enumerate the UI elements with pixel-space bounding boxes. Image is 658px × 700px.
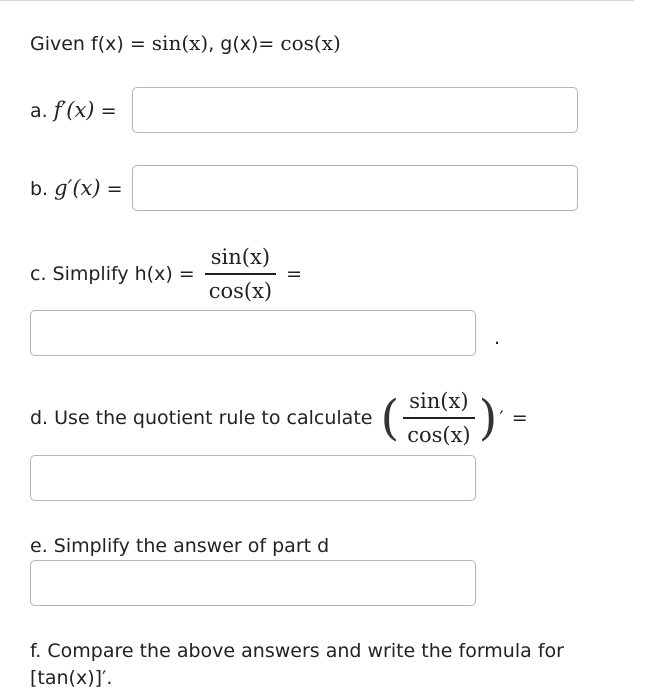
part-b-label-row	[30, 176, 123, 201]
part-c-answer-input[interactable]	[30, 310, 476, 356]
part-d-answer-input[interactable]	[30, 455, 476, 501]
intro-line	[30, 31, 341, 56]
part-f-line-1: f. Compare the above answers and write the formula for	[30, 640, 564, 662]
part-c-equals: =	[286, 263, 303, 285]
part-d-label-row	[30, 382, 528, 454]
part-c-label: c. Simplify h(x) =	[30, 263, 195, 285]
intro-g-expression: cos(x)	[280, 31, 341, 55]
part-b-answer-input[interactable]	[132, 165, 578, 211]
part-d-open-paren: (	[380, 390, 400, 446]
part-a-label-row	[30, 98, 116, 123]
part-d-equals: =	[511, 407, 528, 429]
part-d-label: d. Use the quotient rule to calculate	[30, 407, 373, 429]
part-e-label: e. Simplify the answer of part d	[30, 535, 330, 557]
part-b-expression: g′(x)	[54, 176, 101, 200]
part-a-equals: =	[100, 100, 117, 122]
intro-mid: , g(x)=	[208, 33, 281, 55]
part-c-fraction	[205, 244, 276, 304]
part-a-answer-input[interactable]	[132, 87, 578, 133]
part-d-denominator: cos(x)	[407, 422, 471, 447]
part-c-label-row	[30, 241, 302, 307]
part-c-numerator: sin(x)	[210, 245, 271, 270]
part-d-numerator: sin(x)	[409, 389, 469, 414]
part-d-fraction	[403, 388, 474, 448]
part-e-answer-input[interactable]	[30, 560, 476, 606]
intro-f-expression: sin(x)	[151, 31, 209, 55]
part-a-label: a.	[30, 100, 48, 122]
part-d-close-paren: )	[478, 390, 498, 446]
part-f-line-2: [tan(x)]′.	[30, 667, 113, 689]
intro-prefix: Given f(x) =	[30, 33, 152, 55]
part-b-label: b.	[30, 178, 49, 200]
part-c-trailing-period: .	[494, 327, 501, 349]
part-c-denominator: cos(x)	[208, 278, 273, 303]
part-d-prime: ′	[499, 407, 504, 429]
part-b-equals: =	[106, 178, 123, 200]
part-a-expression: f′(x)	[53, 98, 95, 122]
top-divider	[0, 0, 634, 1]
